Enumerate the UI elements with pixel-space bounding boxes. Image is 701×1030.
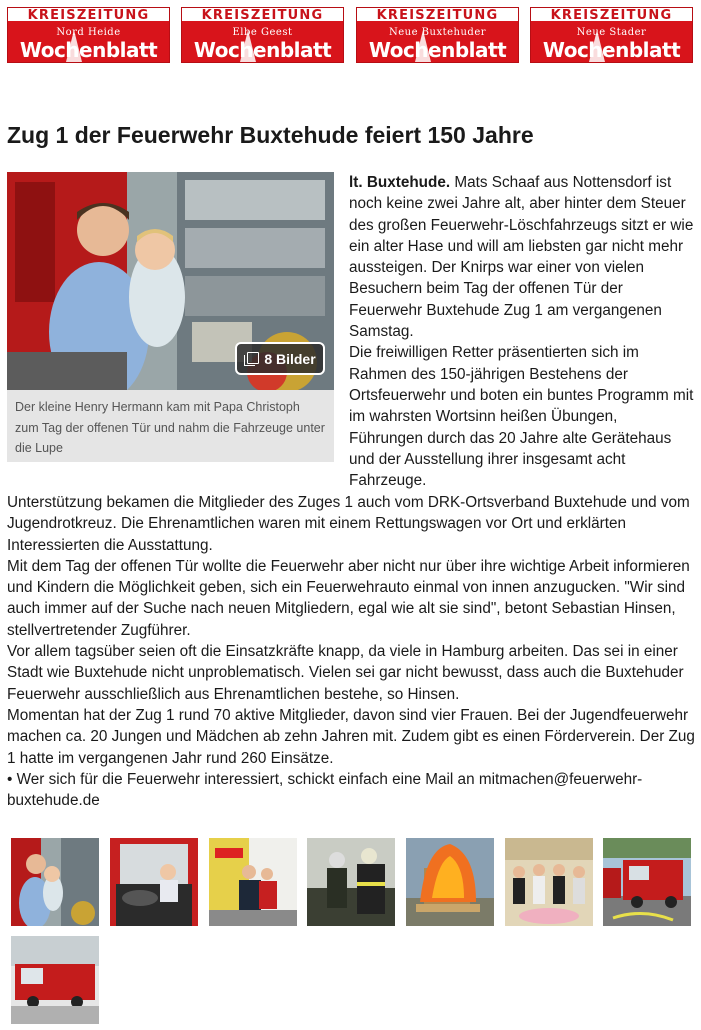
gallery-thumbnail-3[interactable] — [209, 838, 297, 926]
intro-paragraph-1: Mats Schaaf aus Nottensdorf ist noch keine zwei Jahre alt, aber hinter dem Steuer des großen Feuerwehr-Löschfahrzeugs sitzt er wie ein alter Hase und will am liebsten gar nicht mehr aussteigen. Der Knirps war einer von vielen Besuchern beim Tag der offenen Tür der Feuerwehr Buxtehude Zug 1 am vergangenen Samstag. — [349, 174, 694, 341]
gallery-icon — [244, 352, 258, 366]
newspaper-logos — [7, 7, 695, 63]
logo-masthead: KREISZEITUNG — [27, 8, 150, 23]
gallery-thumbnail-5[interactable] — [406, 838, 494, 926]
gallery-thumbnail-2[interactable] — [110, 838, 198, 926]
logo-masthead: KREISZEITUNG — [376, 8, 499, 23]
article-body — [7, 492, 695, 811]
hero-image[interactable] — [7, 172, 334, 390]
logo-region: Neue Buxtehuder — [388, 27, 487, 38]
gallery-thumbnail-8[interactable] — [11, 936, 99, 1024]
logo-name: Wochenblatt — [542, 38, 681, 62]
logo-name: Wochenblatt — [19, 38, 158, 62]
logo-masthead: KREISZEITUNG — [550, 8, 673, 23]
body-paragraph: Unterstützung bekamen die Mitglieder des Zuges 1 auch vom DRK-Ortsverband Buxtehude und vom Jugendrotkreuz. Die Ehrenamtlichen waren mit einem Rettungswagen vor Ort und erklärten Interessierten die Ausstattung. — [7, 494, 690, 554]
dateline: lt. Buxtehude. — [349, 174, 451, 191]
gallery-thumbnail-7[interactable] — [603, 838, 691, 926]
gallery-thumbnail-4[interactable] — [307, 838, 395, 926]
body-paragraph: Mit dem Tag der offenen Tür wollte die Feuerwehr aber nicht nur über ihre wichtige Arbeit informieren und Kindern die Möglichkeit geben, sich ein Feuerwehrauto einmal von innen anzugucken. "Wir sind auch immer auf der Suche nach neuen Mitgliedern, egal wie alt sie sind", betont Sebastian Hinsen, stellvertretender Zugführer. — [7, 557, 690, 639]
logo-region: Elbe Geest — [232, 27, 293, 38]
image-caption: Der kleine Henry Hermann kam mit Papa Christoph zum Tag der offenen Tür und nahm die Fahrzeuge unter die Lupe — [7, 390, 334, 462]
gallery-thumbnail-1[interactable] — [11, 838, 99, 926]
gallery-label: 8 Bilder — [264, 350, 316, 367]
article-intro — [349, 172, 694, 491]
logo-name: Wochenblatt — [193, 38, 332, 62]
gallery-thumbnail-6[interactable] — [505, 838, 593, 926]
gallery-button[interactable] — [235, 342, 325, 375]
logo-neue-stader[interactable] — [530, 7, 693, 63]
article-title: Zug 1 der Feuerwehr Buxtehude feiert 150 Jahre — [7, 122, 534, 148]
logo-region: Neue Stader — [576, 27, 647, 38]
logo-name: Wochenblatt — [368, 38, 507, 62]
body-paragraph: Vor allem tagsüber seien oft die Einsatzkräfte knapp, da viele in Hamburg arbeiten. Das sei in einer Stadt wie Buxtehude nicht unproblematisch. Vielen sei gar nicht bewusst, dass auch die Buxtehuder Feuerwehr ausschließlich aus Ehrenamtlichen bestehe, so Hinsen. — [7, 643, 684, 703]
logo-elbe-geest[interactable] — [181, 7, 344, 63]
logo-region: Nord Heide — [56, 27, 121, 38]
body-paragraph: Momentan hat der Zug 1 rund 70 aktive Mitglieder, davon sind vier Frauen. Bei der Jugendfeuerwehr machen ca. 20 Jungen und Mädchen ab zehn Jahren mit. Zudem gibt es einen Förderverein. Der Zug 1 hatte im vergangenen Jahr rund 260 Einsätze. — [7, 706, 695, 767]
logo-masthead: KREISZEITUNG — [201, 8, 324, 23]
intro-paragraph-2: Die freiwilligen Retter präsentierten sich im Rahmen des 150-jährigen Bestehens der Ortsfeuerwehr und boten ein buntes Programm mit im wahrsten Wortsinn heißen Übungen, Führungen durch das 20 Jahre alte Gerätehaus und der Ausstellung ihrer insgesamt acht Fahrzeuge. — [349, 344, 694, 490]
logo-nord-heide[interactable] — [7, 7, 170, 63]
logo-neue-buxtehuder[interactable] — [356, 7, 519, 63]
body-paragraph: • Wer sich für die Feuerwehr interessiert, schickt einfach eine Mail an mitmachen@feuerwehr-buxtehude.de — [7, 770, 643, 810]
